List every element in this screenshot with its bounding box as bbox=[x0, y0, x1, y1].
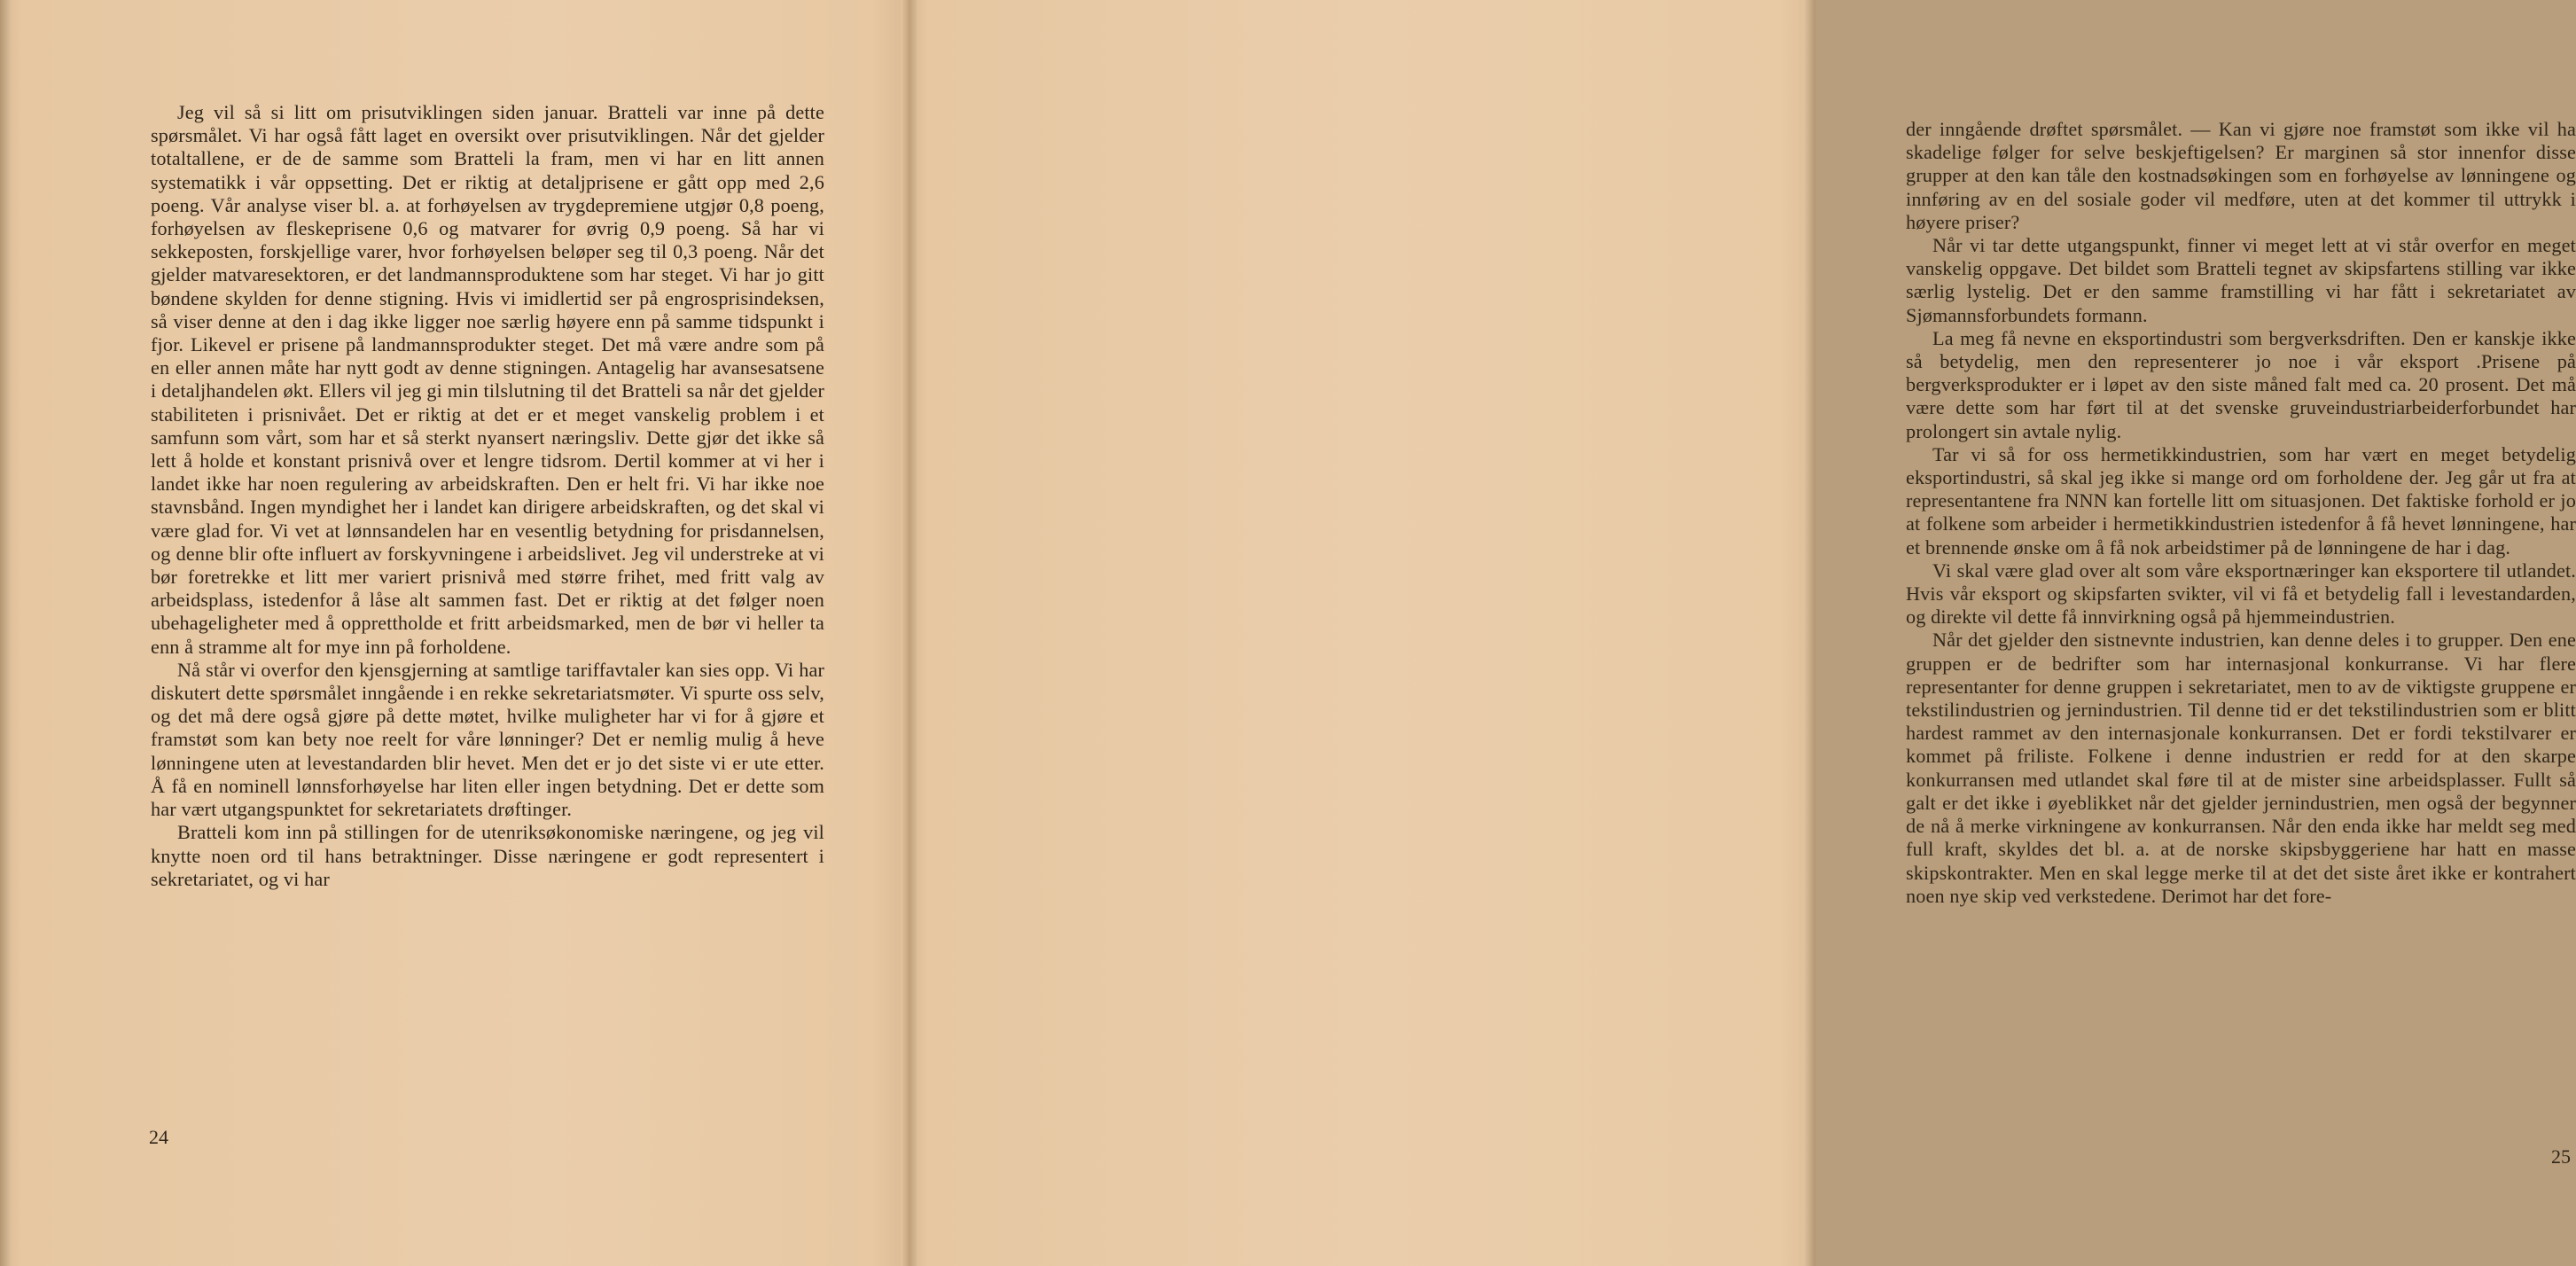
paragraph: Vi skal være glad over alt som våre eksportnæringer kan eksportere til utlandet. Hvis vår eksport og skipsfarten svikter, vil vi få et betydelig fall i levestandarden, og direkte vil dette få innvirkning også på hjemmeindustrien. bbox=[1906, 559, 2576, 629]
left-page-text bbox=[151, 101, 824, 891]
left-page bbox=[0, 0, 908, 1266]
book-gutter bbox=[901, 0, 917, 1266]
paragraph: Jeg vil så si litt om prisutviklingen siden januar. Bratteli var inne på dette spørsmålet. Vi har også fått laget en oversikt over prisutviklingen. Når det gjelder totaltallene, er de de samme som Bratteli la fram, men vi har en litt annen systematikk i vår oppsetting. Det er riktig at detaljprisene er gått opp med 2,6 poeng. Vår analyse viser bl. a. at forhøyelsen av trygdepremiene utgjør 0,8 poeng, forhøyelsen av fleskeprisene 0,6 og matvarer for øvrig 0,9 poeng. Så har vi sekkeposten, forskjellige varer, hvor forhøyelsen beløper seg til 0,3 poeng. Når det gjelder matvaresektoren, er det landmannsproduktene som har steget. Vi har jo gitt bøndene skylden for denne stigning. Hvis vi imidlertid ser på engrosprisindeksen, så viser denne at den i dag ikke ligger noe særlig høyere enn på samme tidspunkt i fjor. Likevel er prisene på landmannsprodukter steget. Det må være andre som på en eller annen måte har nytt godt av denne stigningen. Antagelig har avansesatsene i detaljhandelen økt. Ellers vil jeg gi min tilslutning til det Bratteli sa når det gjelder stabiliteten i prisnivået. Det er riktig at det er et meget vanskelig problem i et samfunn som vårt, som har et så sterkt nyansert næringsliv. Dette gjør det ikke så lett å holde et konstant prisnivå over et lengre tidsrom. Dertil kommer at vi her i landet ikke har noen regulering av arbeidskraften. Den er helt fri. Vi har ikke noe stavnsbånd. Ingen myndighet her i landet kan dirigere arbeidskraften, og det skal vi være glad for. Vi vet at lønnsandelen har en vesentlig betydning for prisdannelsen, og denne blir ofte influert av forskyvningene i arbeidslivet. Jeg vil understreke at vi bør foretrekke et litt mer variert prisnivå med større frihet, med fritt valg av arbeidsplass, istedenfor å låse alt sammen fast. Det er riktig at det følger noen ubehageligheter med å opprettholde et fritt arbeidsmarked, men de bør vi heller ta enn å stramme alt for mye inn på forholdene. bbox=[151, 101, 824, 658]
paragraph: Bratteli kom inn på stillingen for de utenriksøkonomiske næringene, og jeg vil knytte noen ord til hans betraktninger. Disse næringene er godt representert i sekretariatet, og vi har bbox=[151, 821, 824, 890]
right-page bbox=[908, 0, 2576, 1266]
page-edge-left bbox=[0, 0, 11, 1266]
page-edge-right bbox=[1805, 0, 1815, 1266]
paragraph: der inngående drøftet spørsmålet. — Kan vi gjøre noe framstøt som ikke vil ha skadelige følger for selve beskjeftigelsen? Er marginen så stor innenfor disse grupper at den kan tåle den kostnadsøkingen som en forhøyelse av lønningene og innføring av en del sosiale goder vil medføre, uten at det kommer til uttrykk i høyere priser? bbox=[1906, 118, 2576, 233]
paragraph: Tar vi så for oss hermetikkindustrien, som har vært en meget betydelig eksportindustri, så skal jeg ikke si mange ord om forholdene der. Jeg går ut fra at representantene fra NNN kan fortelle litt om situasjonen. Det faktiske forhold er jo at folkene som arbeider i hermetikkindustrien istedenfor å få hevet lønningene, har et brennende ønske om å få nok arbeidstimer på de lønningene de har i dag. bbox=[1906, 442, 2576, 559]
paragraph: Nå står vi overfor den kjensgjerning at samtlige tariffavtaler kan sies opp. Vi har diskutert dette spørsmålet inngående i en rekke sekretariatsmøter. Vi spurte oss selv, og det må dere også gjøre på dette møtet, hvilke muligheter har vi for å gjøre et framstøt som kan bety noe reelt for våre lønninger? Det er nemlig mulig å heve lønningene uten at levestandarden blir hevet. Men det er jo det siste vi er ute etter. Å få en nominell lønnsforhøyelse har liten eller ingen betydning. Det er dette som har vært utgangspunktet for sekretariatets drøftinger. bbox=[151, 658, 824, 821]
paragraph: Når det gjelder den sistnevnte industrien, kan denne deles i to grupper. Den ene gruppen er de bedrifter som har internasjonal konkurranse. Vi har flere representanter for denne gruppen i sekretariatet, men to av de viktigste gruppene er tekstilindustrien og jernindustrien. Til denne tid er det tekstilindustrien som er blitt hardest rammet av den internasjonale konkurransen. Det er fordi tekstilvarer er kommet på friliste. Folkene i denne industrien er redd for at den skarpe konkurransen med utlandet skal føre til at de mister sine arbeidsplasser. Fullt så galt er det ikke i øyeblikket når det gjelder jernindustrien, men også der begynner de nå å merke virkningene av konkurransen. Når den enda ikke har meldt seg med full kraft, skyldes det bl. a. at de norske skipsbyggeriene har hatt en masse skipskontrakter. Men en skal legge merke til at det det siste året ikke er kontrahert noen nye skip ved verkstedene. Derimot har det fore- bbox=[1906, 629, 2576, 907]
page-number-left: 24 bbox=[149, 1126, 168, 1148]
right-page-text bbox=[1906, 118, 2576, 908]
page-number-right: 25 bbox=[2551, 1145, 2571, 1168]
paragraph: La meg få nevne en eksportindustri som bergverksdriften. Den er kanskje ikke så betydelig, men den representerer jo noe i vår eksport .Prisene på bergverksprodukter er i løpet av den siste måned falt med ca. 20 prosent. Det må være dette som har ført til at det svenske gruveindustriarbeiderforbundet har prolongert sin avtale nylig. bbox=[1906, 326, 2576, 442]
paragraph: Når vi tar dette utgangspunkt, finner vi meget lett at vi står overfor en meget vanskelig oppgave. Det bildet som Bratteli tegnet av skipsfartens stilling var ikke særlig lystelig. Det er den samme framstilling vi har fått i sekretariatet av Sjømannsforbundets formann. bbox=[1906, 234, 2576, 326]
